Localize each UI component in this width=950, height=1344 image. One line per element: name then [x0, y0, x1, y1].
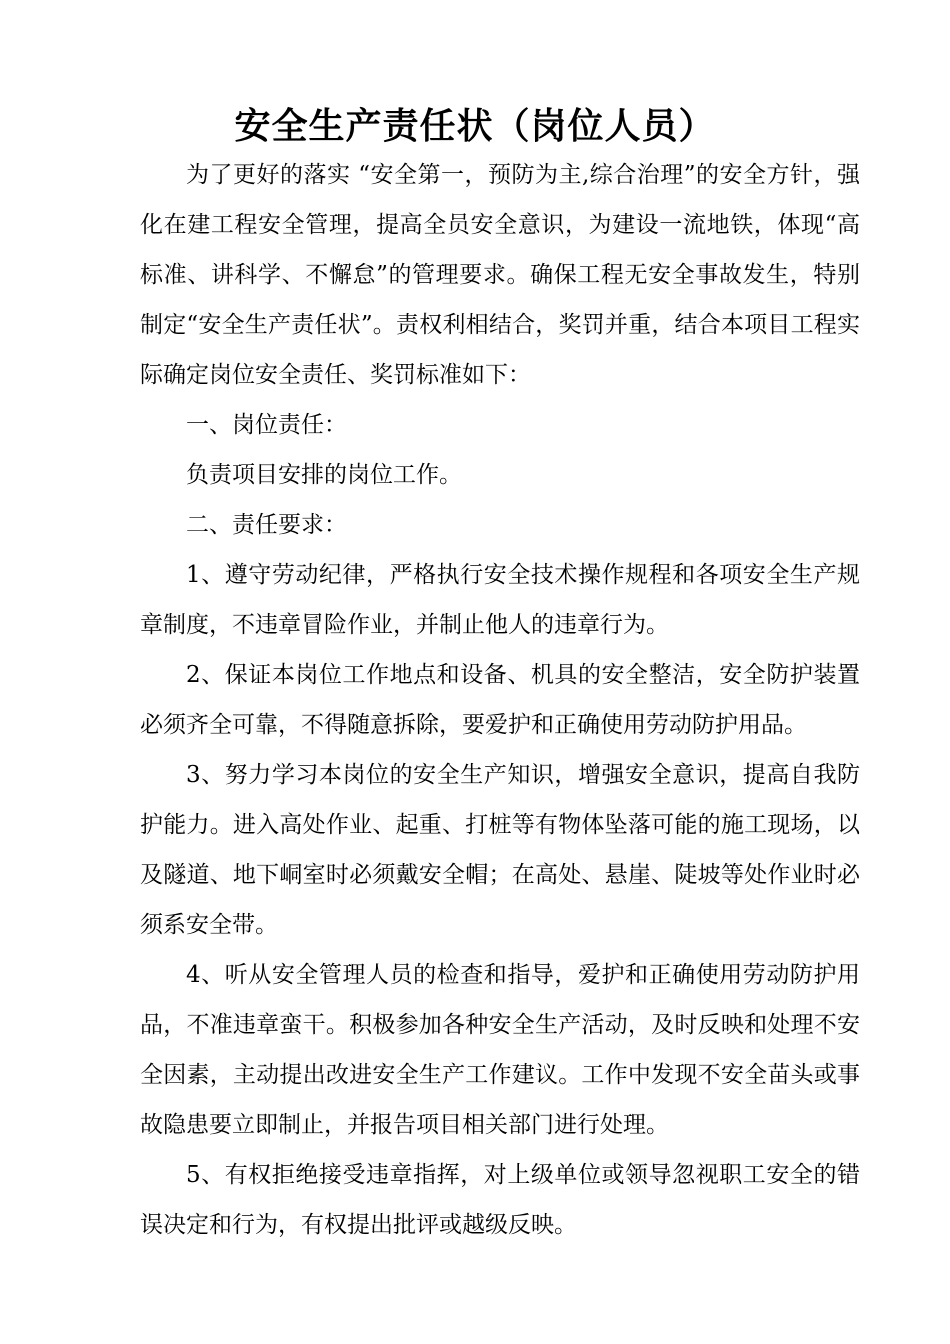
requirement-item-5: 5、有权拒绝接受违章指挥，对上级单位或领导忽视职工安全的错误决定和行为，有权提出批评或越级反映。	[140, 1162, 860, 1238]
heading-responsibility-requirements: 二、责任要求：	[186, 512, 347, 538]
requirement-item-1: 1、遵守劳动纪律，严格执行安全技术操作规程和各项安全生产规章制度，不违章冒险作业，并制止他人的违章行为。	[140, 562, 860, 638]
paragraph-intro: 为了更好的落实 “安全第一，预防为主,综合治理”的安全方针，强化在建工程安全管理，提高全员安全意识，为建设一流地铁，体现“高标准、讲科学、不懈怠”的管理要求。确保工程无安全事故发生，特别制定“安全生产责任状”。责权利相结合，奖罚并重，结合本项目工程实际确定岗位安全责任、奖罚标准如下：	[140, 162, 860, 388]
document-title: 安全生产责任状（岗位人员）	[234, 105, 716, 147]
requirement-item-2: 2、保证本岗位工作地点和设备、机具的安全整洁，安全防护装置必须齐全可靠，不得随意拆除，要爱护和正确使用劳动防护用品。	[140, 662, 860, 738]
document-body	[140, 150, 860, 1250]
paragraph-post-duty: 负责项目安排的岗位工作。	[186, 462, 462, 488]
requirement-item-4: 4、听从安全管理人员的检查和指导，爱护和正确使用劳动防护用品，不准违章蛮干。积极参加各种安全生产活动，及时反映和处理不安全因素，主动提出改进安全生产工作建议。工作中发现不安全苗头或事故隐患要立即制止，并报告项目相关部门进行处理。	[140, 962, 860, 1138]
requirement-item-3: 3、努力学习本岗位的安全生产知识，增强安全意识，提高自我防护能力。进入高处作业、起重、打桩等有物体坠落可能的施工现场，以及隧道、地下峒室时必须戴安全帽；在高处、悬崖、陡坡等处作业时必须系安全带。	[140, 762, 860, 938]
heading-post-responsibility: 一、岗位责任：	[186, 412, 347, 438]
